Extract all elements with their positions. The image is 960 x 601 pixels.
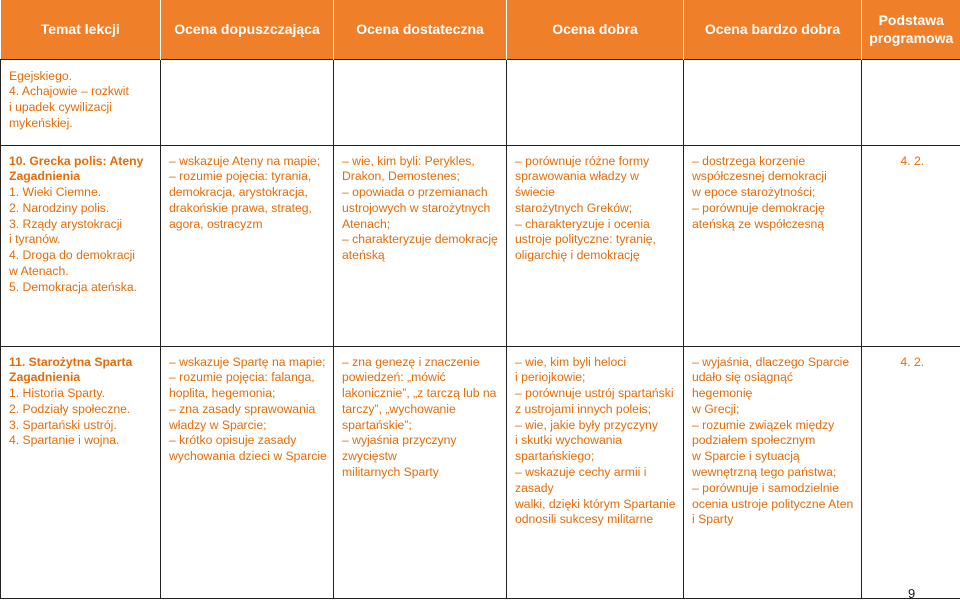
topic-line: 2. Narodziny polis. — [9, 200, 110, 215]
criteria-line: współczesnej demokracji — [692, 169, 827, 184]
criteria-line: militarnych Sparty — [342, 465, 439, 480]
criteria-line: Atenach; — [342, 216, 391, 231]
criteria-line: – wie, kim byli heloci — [515, 354, 627, 369]
topic-line: i upadek cywilizacji — [9, 100, 112, 115]
criteria-line: – rozumie pojęcia: falanga, — [169, 370, 315, 385]
header-dobra: Ocena dobra — [507, 0, 684, 59]
page-number: 9 — [908, 586, 916, 601]
lesson-title: 10. Grecka polis: Ateny — [9, 153, 144, 168]
podstawa-cell: 4. 2. — [862, 346, 960, 598]
topic-line: 2. Podziały społeczne. — [9, 401, 131, 416]
criteria-line: – wyjaśnia przyczyny zwycięstw — [342, 433, 457, 464]
empty-cell — [161, 59, 334, 145]
topic-line: Egejskiego. — [9, 68, 73, 83]
criteria-line: wewnętrzną tego państwa; — [692, 465, 837, 480]
criteria-line: ateńską — [342, 248, 385, 263]
dobra-cell — [507, 346, 684, 598]
empty-cell — [684, 59, 862, 145]
criteria-line: – porównuje i samodzielnie — [692, 480, 840, 495]
header-podstawa — [862, 0, 960, 59]
criteria-line: i periojkowie; — [515, 370, 586, 385]
criteria-line: powiedzeń: „mówić — [342, 370, 446, 385]
dopuszczajaca-cell — [161, 145, 334, 346]
criteria-line: drakońskie prawa, strateg, — [169, 200, 312, 215]
table-row — [1, 59, 960, 145]
topic-line: 5. Demokracja ateńska. — [9, 279, 138, 294]
table-header-row — [1, 0, 960, 59]
criteria-line: – dostrzega korzenie — [692, 153, 806, 168]
criteria-line: podziałem społecznym — [692, 433, 816, 448]
criteria-line: i Sparty — [692, 512, 734, 527]
criteria-line: – zna genezę i znaczenie — [342, 354, 480, 369]
zagadnienia-label: Zagadnienia — [9, 370, 81, 385]
topic-cell-ateny — [1, 145, 161, 346]
dobra-cell — [507, 145, 684, 346]
empty-cell — [334, 59, 507, 145]
criteria-line: – wie, jakie były przyczyny — [515, 417, 658, 432]
criteria-line: – wyjaśnia, dlaczego Sparcie — [692, 354, 850, 369]
topic-line: 3. Rządy arystokracji — [9, 216, 123, 231]
header-dostateczna: Ocena dostateczna — [334, 0, 507, 59]
criteria-line: sprawowania władzy w świecie — [515, 169, 639, 200]
criteria-line: władzy w Sparcie; — [169, 417, 267, 432]
criteria-line: agora, ostracyzm — [169, 216, 263, 231]
topic-line: 1. Wieki Ciemne. — [9, 185, 102, 200]
topic-line: 1. Historia Sparty. — [9, 386, 105, 401]
criteria-line: udało się osiągnąć hegemonię — [692, 370, 793, 401]
table-row — [1, 346, 960, 598]
criteria-line: – charakteryzuje demokrację — [342, 232, 498, 247]
dopuszczajaca-cell — [161, 346, 334, 598]
criteria-line: – porównuje demokrację — [692, 200, 825, 215]
header-podstawa-line2: programowa — [869, 30, 954, 47]
topic-line: mykeńskiej. — [9, 115, 73, 130]
header-topic: Temat lekcji — [1, 0, 161, 59]
bardzo-dobra-cell — [684, 346, 862, 598]
criteria-line: ocenia ustroje polityczne Aten — [692, 496, 854, 511]
criteria-line: spartańskie”; — [342, 417, 412, 432]
empty-cell — [862, 59, 960, 145]
criteria-line: tarczy”, „wychowanie — [342, 401, 456, 416]
dostateczna-cell — [334, 145, 507, 346]
criteria-line: Drakon, Demostenes; — [342, 169, 460, 184]
criteria-line: wychowania dzieci w Sparcie — [169, 449, 327, 464]
dostateczna-cell — [334, 346, 507, 598]
criteria-line: – krótko opisuje zasady — [169, 433, 297, 448]
empty-cell — [507, 59, 684, 145]
criteria-line: z ustrojami innych poleis; — [515, 401, 652, 416]
criteria-line: starożytnych Greków; — [515, 200, 633, 215]
header-bardzo-dobra: Ocena bardzo dobra — [684, 0, 862, 59]
topic-line: i tyranów. — [9, 232, 61, 247]
criteria-line: w epoce starożytności; — [692, 185, 816, 200]
criteria-line: walki, dzięki którym Spartanie — [515, 496, 676, 511]
criteria-line: odnosili sukcesy militarne — [515, 512, 654, 527]
topic-line: 4. Droga do demokracji — [9, 248, 135, 263]
criteria-line: – porównuje różne formy — [515, 153, 650, 168]
table-row — [1, 145, 960, 346]
topic-cell-continuation — [1, 59, 161, 145]
criteria-line: oligarchię i demokrację — [515, 248, 640, 263]
zagadnienia-label: Zagadnienia — [9, 169, 81, 184]
header-dopuszczajaca: Ocena dopuszczająca — [161, 0, 334, 59]
criteria-line: – wie, kim byli: Perykles, — [342, 153, 475, 168]
topic-cell-sparta — [1, 346, 161, 598]
criteria-line: demokracja, arystokracja, — [169, 185, 308, 200]
topic-line: 3. Spartański ustrój. — [9, 417, 117, 432]
criteria-line: – wskazuje Spartę na mapie; — [169, 354, 326, 369]
criteria-line: hoplita, hegemonia; — [169, 386, 276, 401]
criteria-line: – charakteryzuje i ocenia — [515, 216, 650, 231]
topic-line: 4. Spartanie i wojna. — [9, 433, 120, 448]
topic-line: 4. Achajowie – rozkwit — [9, 84, 129, 99]
criteria-line: – wskazuje cechy armii i zasady — [515, 465, 647, 495]
topic-line: w Atenach. — [9, 264, 69, 279]
bardzo-dobra-cell — [684, 145, 862, 346]
criteria-line: w Sparcie i sytuacją — [692, 449, 800, 464]
criteria-line: w Grecji; — [692, 401, 740, 416]
criteria-line: – opowiada o przemianach — [342, 185, 488, 200]
criteria-line: – wskazuje Ateny na mapie; — [169, 153, 321, 168]
criteria-line: ustroje polityczne: tyranię, — [515, 232, 656, 247]
criteria-line: spartańskiego; — [515, 449, 595, 464]
podstawa-cell: 4. 2. — [862, 145, 960, 346]
criteria-line: – rozumie związek między — [692, 417, 835, 432]
criteria-line: ustrojowych w starożytnych — [342, 200, 491, 215]
criteria-line: – porównuje ustrój spartański — [515, 386, 674, 401]
header-podstawa-line1: Podstawa — [878, 12, 944, 29]
criteria-line: ateńską ze współczesną — [692, 216, 825, 231]
criteria-line: lakonicznie”, „z tarczą lub na — [342, 386, 497, 401]
criteria-line: – rozumie pojęcia: tyrania, — [169, 169, 312, 184]
lesson-title: 11. Starożytna Sparta — [9, 354, 133, 369]
criteria-line: – zna zasady sprawowania — [169, 401, 316, 416]
criteria-line: i skutki wychowania — [515, 433, 623, 448]
